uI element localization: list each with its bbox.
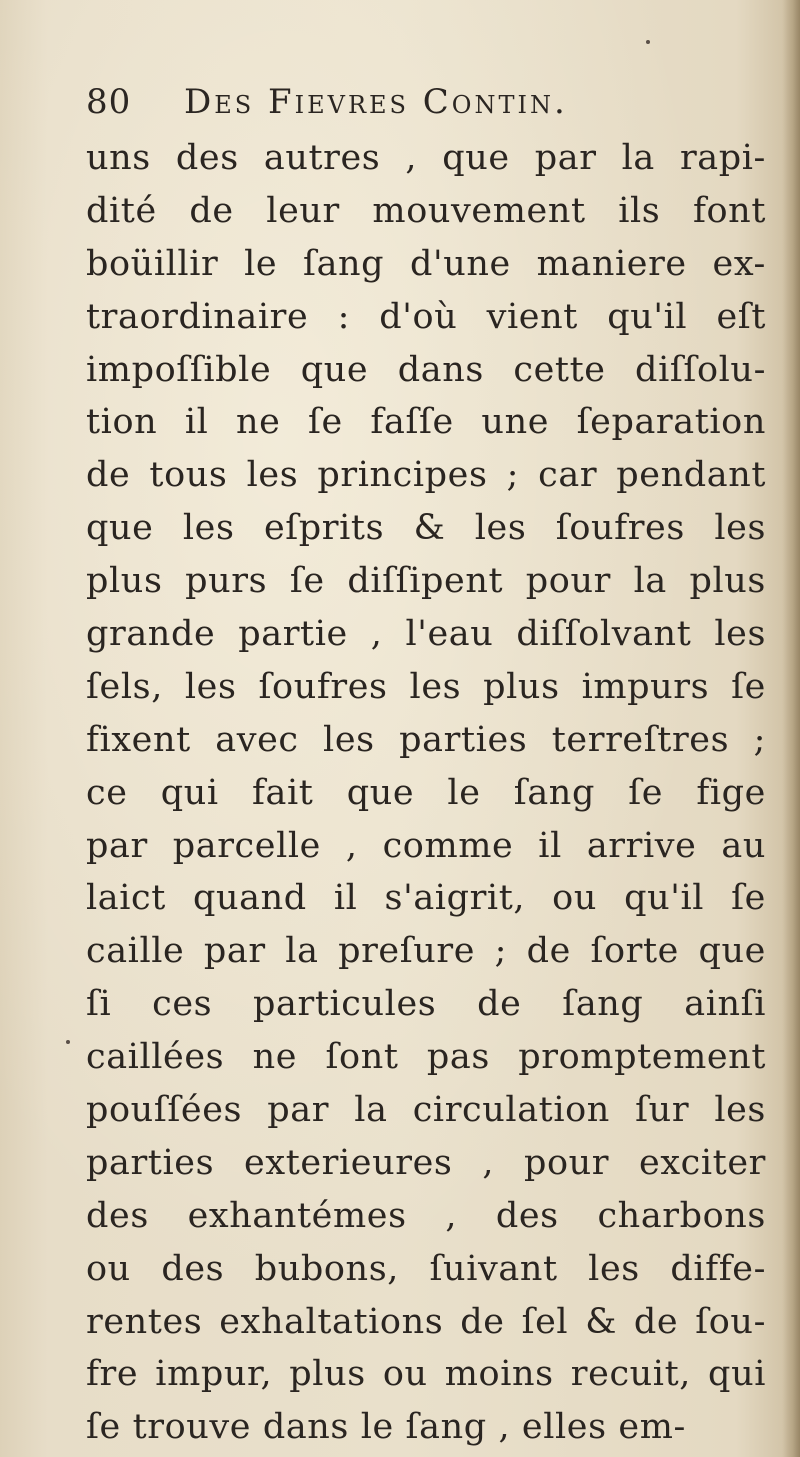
text-line: ſi ces particules de ſang ainſi xyxy=(86,984,766,1025)
text-line: laict quand il s'aigrit, ou qu'il ſe xyxy=(86,878,766,919)
text-line: ſe trouve dans le ſang , elles em- xyxy=(86,1407,686,1448)
text-line: parties exterieures , pour exciter xyxy=(86,1142,766,1183)
text-line: fixent avec les parties terreſtres ; xyxy=(86,719,766,760)
ink-speck xyxy=(66,1040,70,1044)
text-line: des exhantémes , des charbons xyxy=(86,1195,766,1236)
page-binding-edge xyxy=(782,0,800,1457)
text-line: fre impur, plus ou moins recuit, qui xyxy=(86,1354,766,1395)
running-title: Des Fievres Contin. xyxy=(184,82,568,122)
text-line: ce qui fait que le ſang ſe fige xyxy=(86,772,766,813)
text-line: caillées ne ſont pas promptement xyxy=(86,1037,766,1078)
text-line: pouſſées par la circulation ſur les xyxy=(86,1090,766,1131)
text-line: caille par la preſure ; de ſorte que xyxy=(86,931,766,972)
text-line: ou des bubons, ſuivant les diffe- xyxy=(86,1248,766,1289)
body-text xyxy=(86,132,766,1454)
text-line: plus purs ſe diſſipent pour la plus xyxy=(86,561,766,602)
text-line: tion il ne ſe faſſe une ſeparation xyxy=(86,402,766,443)
text-line: traordinaire : d'où vient qu'il eſt xyxy=(86,296,766,337)
text-line: dité de leur mouvement ils font xyxy=(86,190,766,231)
text-line: par parcelle , comme il arrive au xyxy=(86,825,766,866)
ink-speck xyxy=(646,40,650,44)
text-line: rentes exhaltations de ſel & de ſou- xyxy=(86,1301,766,1342)
page-number: 80 xyxy=(86,82,132,122)
text-line: uns des autres , que par la rapi- xyxy=(86,138,766,178)
text-line: boüillir le ſang d'une maniere ex- xyxy=(86,243,766,284)
text-line: de tous les principes ; car pendant xyxy=(86,455,766,496)
text-line: que les eſprits & les ſoufres les xyxy=(86,508,766,549)
text-line: ſels, les ſoufres les plus impurs ſe xyxy=(86,666,766,707)
text-line: grande partie , l'eau diſſolvant les xyxy=(86,614,766,655)
page-header xyxy=(86,78,726,128)
text-line: impoſſible que dans cette diſſolu- xyxy=(86,349,766,390)
